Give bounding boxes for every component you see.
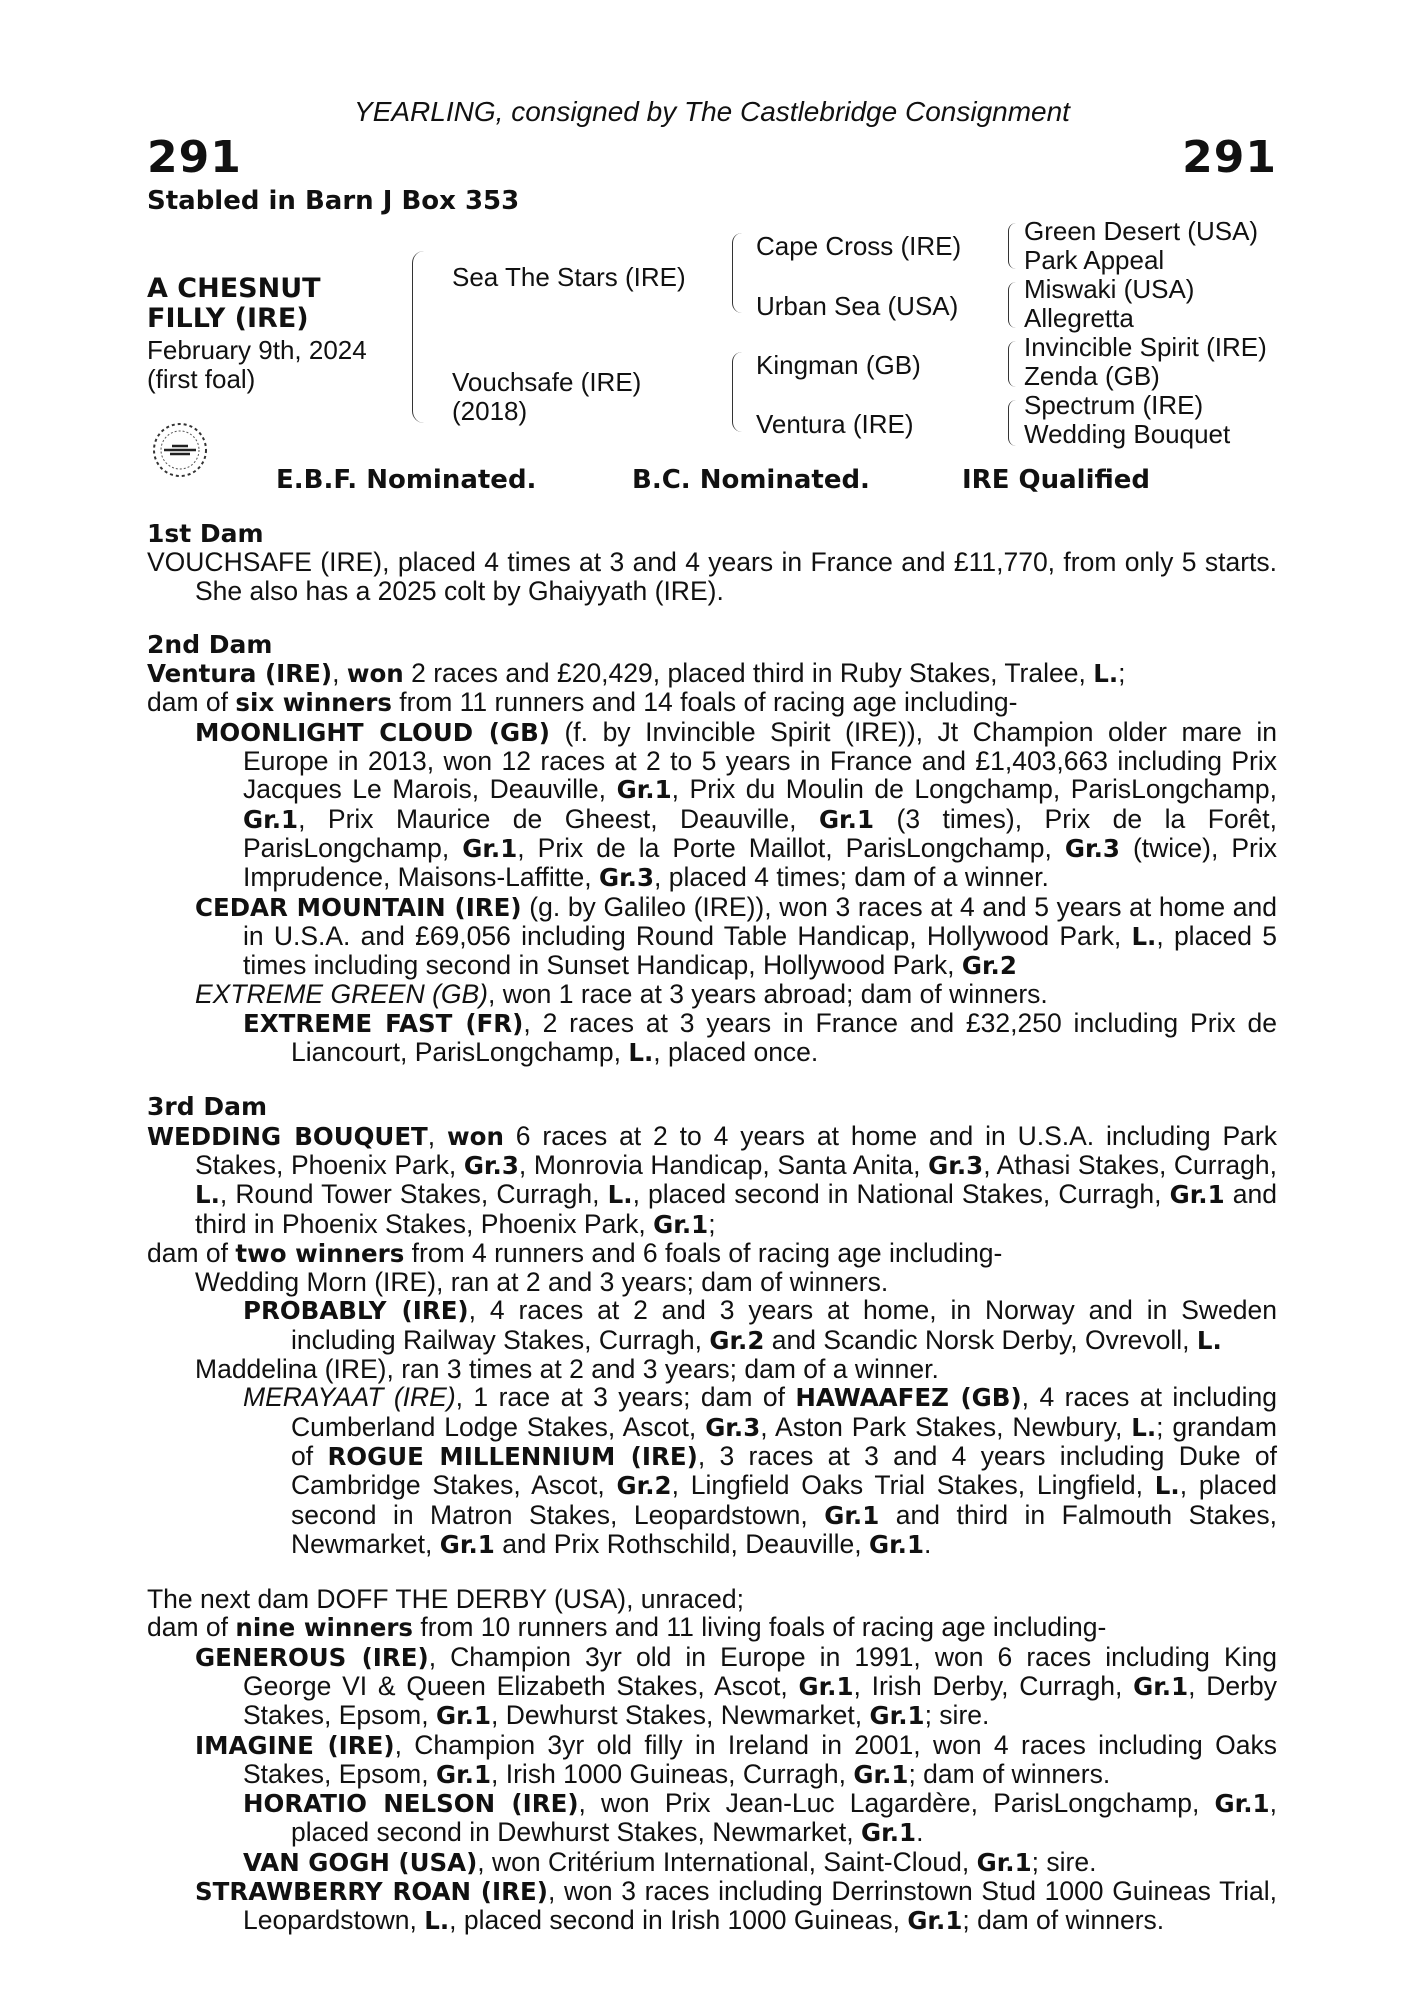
grade-label: Gr.1 (907, 1906, 963, 1936)
pedigree-sire-dam: Urban Sea (USA) (756, 291, 959, 321)
grade-label: Gr.3 (1064, 833, 1120, 863)
ggp-brace-2 (1008, 282, 1019, 328)
text-span: from 10 runners and 11 living foals of racing age including- (420, 1612, 1107, 1643)
text-span: dam of (147, 1612, 229, 1643)
text-span: , Prix Maurice de Gheest, Deauville, (298, 803, 797, 834)
horse-name (147, 274, 321, 334)
generous-entry (147, 1643, 1277, 1731)
text-span: , 4 races at 2 and 3 years at home, in Norway and in Sweden including Railway Stakes, Curragh, (291, 1295, 1277, 1355)
pedigree-sire: Sea The Stars (IRE) (452, 262, 686, 292)
listed-label: L. (1154, 1471, 1180, 1501)
horse-name-bold: HORATIO NELSON (IRE) (243, 1789, 579, 1819)
listed-label: L. (1196, 1325, 1222, 1355)
ggp-3: Miswaki (USA) (1024, 274, 1195, 304)
grade-label: Gr.3 (928, 1150, 984, 1180)
van-gogh-entry (147, 1848, 1277, 1877)
text-span: and third in Phoenix Stakes, Phoenix Park, (195, 1179, 1277, 1239)
won-label: won (346, 659, 404, 689)
winners-count: six winners (235, 688, 392, 718)
foal-note: (first foal) (147, 364, 256, 394)
grade-label: Gr.3 (598, 863, 655, 893)
second-dam-line: Ventura (IRE), won 2 races and £20,429, placed third in Ruby Stakes, Tralee, L.; (147, 658, 1126, 689)
text-span: , placed 4 times; dam of a winner. (654, 862, 1049, 893)
text-span: , Prix de la Porte Maillot, ParisLongchamp, (517, 832, 1052, 863)
horse-name-bold: IMAGINE (IRE) (195, 1730, 395, 1760)
text-span: , Champion 3yr old filly in Ireland in 2001, won 4 races including Oaks Stakes, Epsom, (243, 1729, 1277, 1789)
text-span: , Derby Stakes, Epsom, (243, 1670, 1277, 1731)
winners-count: two winners (235, 1238, 405, 1268)
pedigree-ggp (1024, 217, 1267, 449)
ggp-2: Park Appeal (1024, 245, 1165, 275)
text-span: , Lingfield Oaks Trial Stakes, Lingfield, (671, 1470, 1143, 1501)
text-span: , placed second in Matron Stakes, Leopardstown, (291, 1470, 1277, 1530)
imagine-entry (147, 1731, 1277, 1790)
text-span: , 3 races at 3 and 4 years including Duke of Cambridge Stakes, Ascot, (291, 1440, 1278, 1501)
grade-label: Gr.1 (439, 1529, 495, 1559)
cedar-mountain-entry (147, 893, 1277, 981)
third-dam-heading: 3rd Dam (147, 1092, 267, 1122)
next-dam-line: The next dam DOFF THE DERBY (USA), unraced; (147, 1584, 744, 1615)
text-span: , Champion 3yr old in Europe in 1991, won 6 races including King George VI & Queen Elizabeth Stakes, Ascot, (243, 1641, 1277, 1701)
third-dam-produce (147, 1239, 1277, 1268)
bc-nomination: B.C. Nominated. (632, 465, 870, 495)
merayaat-entry: MERAYAAT (IRE), 1 race at 3 years; dam of HAWAAFEZ (GB), 4 races at including Cumberland Lodge Stakes, Ascot, Gr.3, Aston Park Stakes, Newbury, L.; grandam of ROGUE MILLENNIUM (IRE), 3 races at 3 and 4 years including Duke of Cambridge Stakes, Ascot, Gr.2, Lingfield Oaks Trial Stakes, Lingfield, L., placed second in Matron Stakes, Leopardstown, Gr.1 and third in Falmouth Stakes, Newmarket, Gr.1 and Prix Rothschild, Deauville, Gr.1. (243, 1382, 1278, 1559)
foaling-date: February 9th, 2024 (147, 335, 367, 365)
text-span: , 2 races at 3 years in France and £32,250 including Prix de Liancourt, ParisLongchamp, (291, 1007, 1277, 1068)
third-dam-line: WEDDING BOUQUET, won 6 races at 2 to 4 years at home and in U.S.A. including Park Stakes, Phoenix Park, Gr.3, Monrovia Handicap, Santa Anita, Gr.3, Athasi Stakes, Curragh, L., Round Tower Stakes, Curragh, L., placed second in National Stakes, Curragh, Gr.1 and third in Phoenix Stakes, Phoenix Park, Gr.1; (147, 1120, 1278, 1239)
listed-label: L. (1131, 1412, 1157, 1442)
text-span: ; dam of winners. (908, 1758, 1111, 1789)
pedigree-dam-sire: Kingman (GB) (756, 350, 921, 380)
pedigree-dam: Vouchsafe (IRE) (452, 367, 642, 397)
text-span: and third in Falmouth Stakes, Newmarket, (291, 1499, 1277, 1559)
horse-name-bold: GENEROUS (IRE) (195, 1642, 429, 1672)
grade-label: Gr.1 (818, 804, 874, 834)
horse-name-bold: HAWAAFEZ (GB) (795, 1383, 1022, 1413)
grade-label: Gr.1 (824, 1500, 880, 1530)
extreme-green-entry (147, 980, 1277, 1008)
stabled-location: Stabled in Barn J Box 353 (147, 186, 520, 216)
text-span: 2 races and £20,429, placed third in Ruby Stakes, Tralee, (411, 658, 1086, 689)
horse-name-bold: MOONLIGHT CLOUD (GB) (195, 717, 550, 747)
grade-label: Gr.1 (868, 1529, 925, 1559)
first-dam-heading: 1st Dam (147, 519, 264, 548)
text-span: , Monrovia Handicap, Santa Anita, (518, 1149, 921, 1180)
strawberry-roan-entry (147, 1877, 1277, 1936)
text-span: and Scandic Norsk Derby, Ovrevoll, (771, 1324, 1190, 1355)
pedigree-details (147, 520, 1277, 1936)
stamp-seal-icon (148, 418, 212, 482)
grade-label: Gr.1 (243, 804, 299, 834)
sire-dam-brace (412, 251, 433, 423)
listed-label: L. (424, 1906, 450, 1936)
maddelina-entry: Maddelina (IRE), ran 3 times at 2 and 3 years; dam of a winner. (195, 1354, 939, 1385)
ggp-4: Allegretta (1024, 303, 1134, 333)
grade-label: Gr.1 (462, 833, 518, 863)
dam-name: WEDDING BOUQUET (147, 1121, 428, 1151)
moonlight-cloud-entry (147, 718, 1277, 893)
pedigree-dam-dam: Ventura (IRE) (756, 409, 914, 439)
text-span: , placed 5 times including second in Sunset Handicap, Hollywood Park, (243, 920, 1277, 981)
sire-line-brace (732, 233, 747, 313)
winners-count: nine winners (235, 1613, 414, 1643)
horse-name-line2: FILLY (IRE) (147, 303, 309, 334)
grade-label: Gr.3 (463, 1150, 519, 1180)
text-span: and Prix Rothschild, Deauville, (502, 1528, 862, 1559)
grade-label: Gr.1 (616, 775, 672, 805)
second-dam-heading: 2nd Dam (147, 629, 273, 659)
ggp-brace-4 (1008, 400, 1019, 446)
text-span: (twice), Prix Imprudence, Maisons-Laffitte, (243, 832, 1277, 893)
text-span: , Prix du Moulin de Longchamp, ParisLongchamp, (671, 774, 1277, 805)
grade-label: Gr.2 (961, 951, 1017, 981)
text-span: (f. by Invincible Spirit (IRE)), Jt Champion older mare in Europe in 2013, won 12 races at 2 to 5 years in France and £1,403,663 including Prix Jacques Le Marois, Deauville, (243, 716, 1277, 805)
listed-label: L. (1131, 921, 1157, 951)
horse-name-italic: MERAYAAT (IRE) (243, 1382, 456, 1413)
text-span: ; grandam of (291, 1411, 1277, 1471)
text-span: (3 times), Prix de la Forêt, ParisLongchamp, (243, 803, 1277, 863)
text-span: , placed second in National Stakes, Curragh, (632, 1179, 1162, 1210)
grade-label: Gr.1 (1169, 1180, 1225, 1210)
text-span: ; sire. (924, 1700, 990, 1731)
text-span: , placed second in Irish 1000 Guineas, (449, 1905, 900, 1936)
text-span: , 1 race at 3 years; dam of (455, 1382, 785, 1413)
horse-name-bold: ROGUE MILLENNIUM (IRE) (327, 1441, 698, 1471)
grade-label: Gr.1 (1214, 1789, 1270, 1819)
ggp-1: Green Desert (USA) (1024, 216, 1259, 246)
horse-name-italic: EXTREME GREEN (GB) (195, 979, 489, 1010)
pedigree-sire-sire: Cape Cross (IRE) (756, 231, 962, 261)
horse-name-line1: A CHESNUT (147, 273, 321, 304)
text-span: , won 1 race at 3 years abroad; dam of winners. (488, 979, 1048, 1010)
grade-label: Gr.1 (976, 1847, 1032, 1877)
text-span: , won Critérium International, Saint-Cloud, (477, 1846, 970, 1877)
horse-name-bold: STRAWBERRY ROAN (IRE) (195, 1877, 548, 1907)
grade-label: Gr.3 (705, 1412, 761, 1442)
text-span: from 11 runners and 14 foals of racing age including- (399, 687, 1018, 718)
listed-label: L. (1093, 659, 1119, 689)
text-span: , Dewhurst Stakes, Newmarket, (491, 1700, 863, 1731)
extreme-fast-entry (147, 1009, 1277, 1068)
ggp-8: Wedding Bouquet (1024, 419, 1231, 449)
ggp-7: Spectrum (IRE) (1024, 390, 1204, 420)
horse-name-bold: PROBABLY (IRE) (243, 1296, 469, 1326)
text-span: , Aston Park Stakes, Newbury, (760, 1411, 1123, 1442)
text-span: ; sire. (1031, 1846, 1097, 1877)
horse-info (147, 336, 367, 394)
text-span: 6 races at 2 to 4 years at home and in U.S.A. including Park Stakes, Phoenix Park, (195, 1120, 1277, 1180)
text-span: (g. by Galileo (IRE)), won 3 races at 4 and 5 years at home and in U.S.A. and £69,056 including Round Table Handicap, Hollywood Park, (243, 891, 1277, 951)
grade-label: Gr.1 (853, 1759, 909, 1789)
lot-number-left: 291 (147, 132, 242, 183)
pedigree-dam-year: (2018) (452, 396, 528, 426)
grade-label: Gr.1 (798, 1671, 854, 1701)
listed-label: L. (195, 1180, 220, 1210)
text-span: , Athasi Stakes, Curragh, (983, 1149, 1278, 1180)
text-span: , placed second in Dewhurst Stakes, Newmarket, (291, 1788, 1277, 1848)
grade-label: Gr.2 (709, 1325, 765, 1355)
text-span: , won 3 races including Derrinstown Stud 1000 Guineas Trial, Leopardstown, (243, 1876, 1277, 1936)
text-span: , Irish Derby, Curragh, (853, 1670, 1123, 1701)
grade-label: Gr.1 (435, 1759, 492, 1789)
text-span: , won Prix Jean-Luc Lagardère, ParisLongchamp, (578, 1788, 1200, 1819)
grade-label: Gr.1 (861, 1818, 917, 1848)
horse-name-bold: EXTREME FAST (FR) (243, 1008, 524, 1038)
won-label: won (447, 1121, 504, 1151)
grade-label: Gr.1 (653, 1209, 709, 1239)
ggp-5: Invincible Spirit (IRE) (1024, 332, 1267, 362)
grade-label: Gr.1 (435, 1701, 492, 1731)
horatio-nelson-entry: HORATIO NELSON (IRE), won Prix Jean-Luc Lagardère, ParisLongchamp, Gr.1, placed second in Dewhurst Stakes, Newmarket, Gr.1. (243, 1788, 1277, 1848)
first-dam-text: VOUCHSAFE (IRE), placed 4 times at 3 and 4 years in France and £11,770, from only 5 starts. She also has a 2025 colt by Ghaiyyath (IRE). (147, 547, 1277, 606)
text-span: ; dam of winners. (962, 1905, 1165, 1936)
dam-name: Ventura (IRE) (147, 659, 333, 689)
ggp-brace-3 (1008, 341, 1019, 387)
ggp-brace-1 (1008, 223, 1019, 269)
ggp-6: Zenda (GB) (1024, 361, 1160, 391)
text-span: dam of (147, 1237, 229, 1268)
text-span: , 4 races at including Cumberland Lodge Stakes, Ascot, (291, 1382, 1277, 1442)
wedding-morn-entry: Wedding Morn (IRE), ran at 2 and 3 years; dam of winners. (195, 1267, 889, 1298)
horse-name-bold: VAN GOGH (USA) (243, 1847, 478, 1877)
ire-qualified: IRE Qualified (962, 465, 1151, 495)
lot-number-right: 291 (1182, 132, 1277, 183)
grade-label: Gr.1 (869, 1701, 925, 1731)
grade-label: Gr.1 (1133, 1671, 1189, 1701)
consignment-line: YEARLING, consigned by The Castlebridge Consignment (354, 96, 1070, 127)
text-span: dam of (147, 687, 229, 718)
ebf-nomination: E.B.F. Nominated. (276, 465, 537, 495)
listed-label: L. (628, 1038, 654, 1068)
probably-entry (147, 1296, 1277, 1355)
next-dam-produce (147, 1613, 1277, 1642)
grade-label: Gr.2 (616, 1471, 672, 1501)
text-span: , Irish 1000 Guineas, Curragh, (491, 1758, 847, 1789)
horse-name-bold: CEDAR MOUNTAIN (IRE) (195, 892, 522, 922)
text-span: from 4 runners and 6 foals of racing age including- (411, 1237, 1003, 1268)
text-span: , Round Tower Stakes, Curragh, (219, 1179, 600, 1210)
second-dam-produce (147, 688, 1277, 717)
listed-label: L. (607, 1180, 633, 1210)
text-span: , placed once. (653, 1037, 819, 1068)
dam-line-brace (732, 352, 747, 432)
